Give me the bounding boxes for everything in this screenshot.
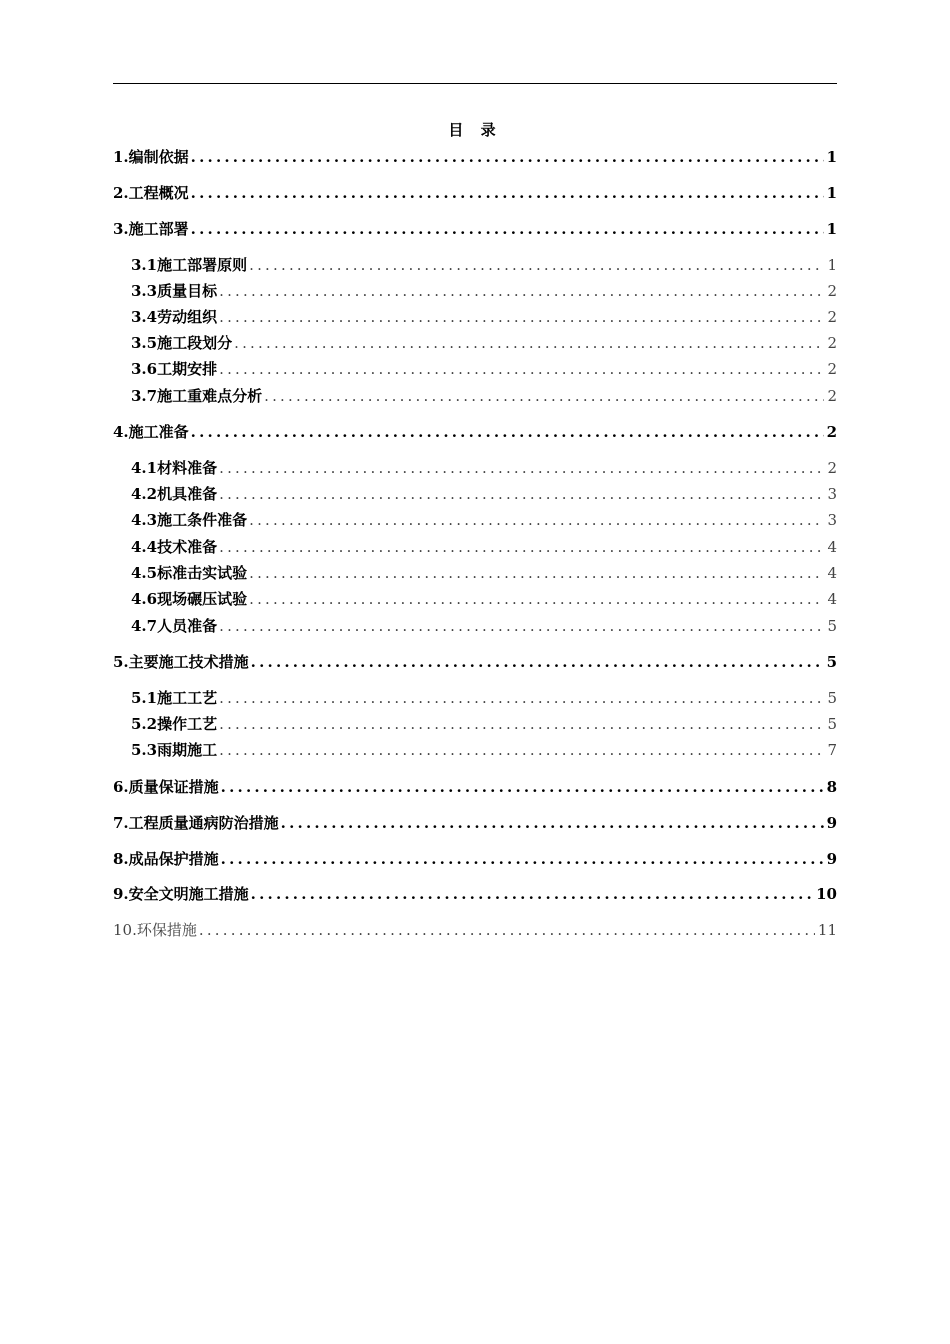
toc-entry-page: 2 <box>827 282 837 300</box>
toc-entry-label: 1.编制依据 <box>113 148 189 166</box>
toc-entry-label: 4.3施工条件准备 <box>131 511 248 529</box>
toc-entry-page: 2 <box>827 334 837 352</box>
toc-entry-label: 4.7人员准备 <box>131 617 218 635</box>
toc-entry-page: 11 <box>817 921 837 939</box>
toc-entry-page: 5 <box>827 689 837 707</box>
toc-entry-label: 5.1施工工艺 <box>131 689 218 707</box>
toc-entry-label: 3.6工期安排 <box>131 360 218 378</box>
toc-entry-page: 8 <box>826 778 837 796</box>
toc-leader-dots <box>219 537 824 557</box>
toc-entry-label: 4.5标准击实试验 <box>131 564 248 582</box>
toc-entry-page: 9 <box>826 814 837 832</box>
toc-entry-label: 2.工程概况 <box>113 184 189 202</box>
toc-leader-dots <box>199 920 815 940</box>
toc-entry-page: 5 <box>827 617 837 635</box>
toc-leader-dots <box>234 333 824 353</box>
toc-subentry[interactable] <box>131 359 837 379</box>
toc-entry[interactable] <box>113 183 837 203</box>
toc-entry-label: 9.安全文明施工措施 <box>113 885 249 903</box>
toc-leader-dots <box>249 589 824 609</box>
toc-subentry[interactable] <box>131 307 837 327</box>
toc-entry-page: 7 <box>827 741 837 759</box>
toc-entry-page: 4 <box>827 538 837 556</box>
toc-entry-page: 1 <box>826 220 837 238</box>
toc-leader-dots <box>219 458 824 478</box>
toc-subentry[interactable] <box>131 281 837 301</box>
toc-leader-dots <box>219 616 824 636</box>
toc-subentry[interactable] <box>131 563 837 583</box>
toc-subentry[interactable] <box>131 589 837 609</box>
toc-entry-page: 1 <box>827 256 837 274</box>
toc-leader-dots <box>249 510 824 530</box>
toc-entry-page: 5 <box>827 715 837 733</box>
toc-entry-label: 4.4技术准备 <box>131 538 218 556</box>
toc-entry[interactable] <box>113 652 837 672</box>
toc-entry[interactable] <box>113 219 837 239</box>
toc-leader-dots <box>191 147 824 167</box>
toc-subentry[interactable] <box>131 255 837 275</box>
toc-leader-dots <box>219 307 824 327</box>
toc-entry-label: 4.2机具准备 <box>131 485 218 503</box>
toc-entry-label: 3.7施工重难点分析 <box>131 387 263 405</box>
toc-entry-page: 2 <box>826 423 837 441</box>
toc-subentry[interactable] <box>131 333 837 353</box>
toc-leader-dots <box>264 386 824 406</box>
toc-subentry[interactable] <box>131 740 837 760</box>
toc-entry-page: 2 <box>827 360 837 378</box>
toc-entry-label: 3.施工部署 <box>113 220 189 238</box>
toc-entry-label: 4.1材料准备 <box>131 459 218 477</box>
toc-subentry[interactable] <box>131 510 837 530</box>
toc-leader-dots <box>219 688 824 708</box>
toc-entry-page: 5 <box>826 653 837 671</box>
toc-entry-page: 10 <box>816 885 837 903</box>
toc-entry-page: 2 <box>827 308 837 326</box>
toc-entry-label: 3.1施工部署原则 <box>131 256 248 274</box>
header-rule <box>113 83 837 84</box>
toc-subentry[interactable] <box>131 386 837 406</box>
toc-entry-page: 4 <box>827 564 837 582</box>
toc-entry-label: 3.3质量目标 <box>131 282 218 300</box>
toc-leader-dots <box>219 484 824 504</box>
toc-entry[interactable] <box>113 849 837 869</box>
toc-entry-page: 3 <box>827 511 837 529</box>
toc-leader-dots <box>191 183 824 203</box>
toc-entry-page: 2 <box>827 387 837 405</box>
toc-entry-label: 6.质量保证措施 <box>113 778 219 796</box>
toc-subentry[interactable] <box>131 537 837 557</box>
toc-leader-dots <box>219 740 824 760</box>
toc-subentry[interactable] <box>131 714 837 734</box>
toc-entry-page: 1 <box>826 148 837 166</box>
toc-entry-label: 5.主要施工技术措施 <box>113 653 249 671</box>
toc-entry-label: 10.环保措施 <box>113 921 197 939</box>
toc-entry[interactable] <box>113 813 837 833</box>
toc-leader-dots <box>249 563 824 583</box>
toc-entry-page: 3 <box>827 485 837 503</box>
toc-subentry[interactable] <box>131 688 837 708</box>
toc-leader-dots <box>251 884 813 904</box>
toc-entry-label: 5.3雨期施工 <box>131 741 218 759</box>
toc-entry-label: 5.2操作工艺 <box>131 715 218 733</box>
toc-title: 目 录 <box>448 121 502 139</box>
toc-leader-dots <box>219 714 824 734</box>
toc-entry-label: 3.4劳动组织 <box>131 308 218 326</box>
toc-leader-dots <box>281 813 824 833</box>
toc-leader-dots <box>251 652 824 672</box>
toc-leader-dots <box>219 359 824 379</box>
toc-entry-label: 4.施工准备 <box>113 423 189 441</box>
toc-entry[interactable] <box>113 920 837 940</box>
toc-subentry[interactable] <box>131 484 837 504</box>
toc-entry[interactable] <box>113 422 837 442</box>
toc-leader-dots <box>221 849 824 869</box>
toc-subentry[interactable] <box>131 458 837 478</box>
toc-entry-page: 4 <box>827 590 837 608</box>
toc-leader-dots <box>249 255 824 275</box>
toc-entry[interactable] <box>113 777 837 797</box>
toc-entry-label: 8.成品保护措施 <box>113 850 219 868</box>
toc-entry-page: 2 <box>827 459 837 477</box>
toc-subentry[interactable] <box>131 616 837 636</box>
toc-leader-dots <box>191 219 824 239</box>
toc-entry-label: 4.6现场碾压试验 <box>131 590 248 608</box>
toc-entry-page: 9 <box>826 850 837 868</box>
toc-leader-dots <box>219 281 824 301</box>
toc-entry[interactable] <box>113 147 837 167</box>
toc-entry[interactable] <box>113 884 837 904</box>
toc-leader-dots <box>221 777 824 797</box>
toc-entry-label: 3.5施工段划分 <box>131 334 233 352</box>
toc-leader-dots <box>191 422 824 442</box>
toc-entry-page: 1 <box>826 184 837 202</box>
toc-entry-label: 7.工程质量通病防治措施 <box>113 814 279 832</box>
